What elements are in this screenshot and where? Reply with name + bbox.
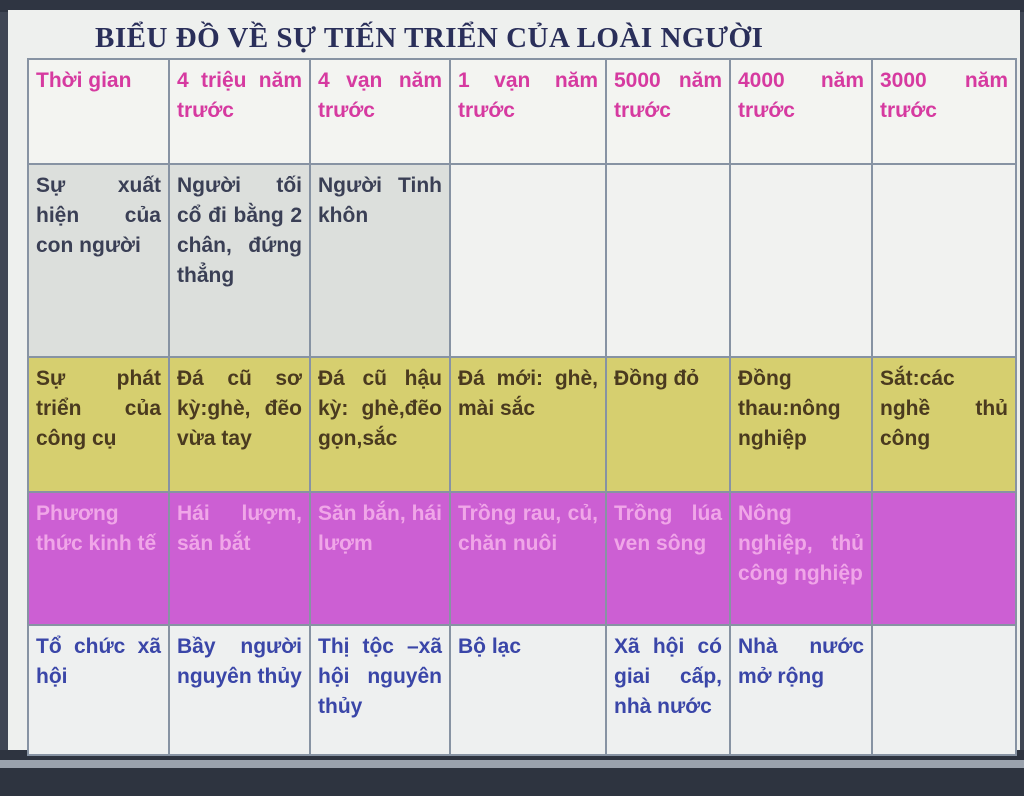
table-row [28, 492, 1016, 625]
header-cell: 1 vạn năm trước [450, 59, 606, 164]
table-cell [730, 164, 872, 357]
table-row [28, 164, 1016, 357]
table-cell: Bộ lạc [450, 625, 606, 755]
table-cell: Trồng rau, củ, chăn nuôi [450, 492, 606, 625]
table-cell: Bầy người nguyên thủy [169, 625, 310, 755]
slide-title: BIỂU ĐỒ VỀ SỰ TIẾN TRIỂN CỦA LOÀI NGƯỜI [95, 22, 764, 54]
table-row [28, 625, 1016, 755]
table-cell [606, 164, 730, 357]
table-cell: Đá cũ hậu kỳ: ghè,đẽo gọn,sắc [310, 357, 450, 492]
header-cell: 3000 năm trước [872, 59, 1016, 164]
header-cell: 4 triệu năm trước [169, 59, 310, 164]
table-cell: Người tối cổ đi bằng 2 chân, đứng thẳng [169, 164, 310, 357]
table-cell: Trồng lúa ven sông [606, 492, 730, 625]
table-cell: Đá cũ sơ kỳ:ghè, đẽo vừa tay [169, 357, 310, 492]
table-cell [872, 164, 1016, 357]
table-cell: Nông nghiệp, thủ công nghiệp [730, 492, 872, 625]
header-cell: 4000 năm trước [730, 59, 872, 164]
table-cell: Thị tộc –xã hội nguyên thủy [310, 625, 450, 755]
table-cell: Đá mới: ghè, mài sắc [450, 357, 606, 492]
table-cell: Sắt:các nghề thủ công [872, 357, 1016, 492]
table-cell: Đồng đỏ [606, 357, 730, 492]
table-cell [450, 164, 606, 357]
table-cell: Nhà nước mở rộng [730, 625, 872, 755]
screen-bottom-bezel [0, 750, 1024, 796]
table-cell: Hái lượm, săn bắt [169, 492, 310, 625]
row-label: Tổ chức xã hội [28, 625, 169, 755]
table-cell: Người Tinh khôn [310, 164, 450, 357]
table-cell: Đồng thau:nông nghiệp [730, 357, 872, 492]
table-cell: Săn bắn, hái lượm [310, 492, 450, 625]
table-row [28, 357, 1016, 492]
screen-bottom-strip [0, 760, 1024, 768]
table-cell: Xã hội có giai cấp, nhà nước [606, 625, 730, 755]
evolution-table [27, 58, 1017, 756]
row-label: Sự xuất hiện của con người [28, 164, 169, 357]
header-cell: 5000 năm trước [606, 59, 730, 164]
header-cell: 4 vạn năm trước [310, 59, 450, 164]
table-cell [872, 625, 1016, 755]
table-cell [872, 492, 1016, 625]
row-label: Phương thức kinh tế [28, 492, 169, 625]
header-cell: Thời gian [28, 59, 169, 164]
table-header-row [28, 59, 1016, 164]
row-label: Sự phát triển của công cụ [28, 357, 169, 492]
